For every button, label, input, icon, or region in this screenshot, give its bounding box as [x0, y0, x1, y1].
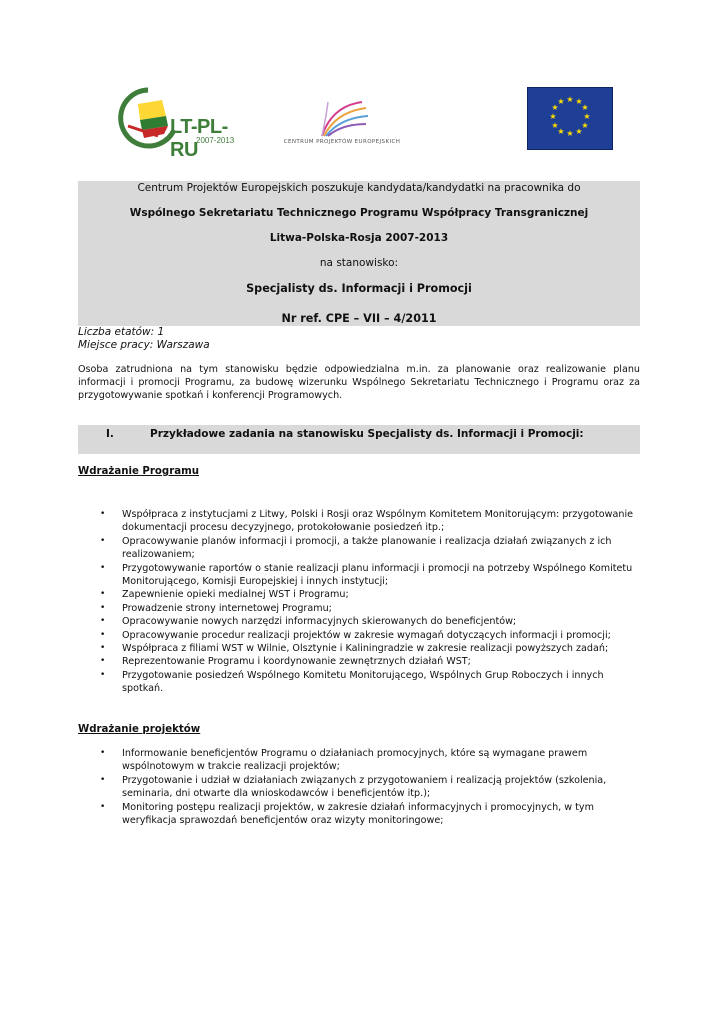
bullet-icon: • [100, 801, 106, 812]
svg-text:★: ★ [551, 103, 559, 112]
lt-pl-ru-logo [118, 86, 248, 161]
bullet-icon: • [100, 589, 106, 600]
work-location: Miejsce pracy: Warszawa [78, 339, 210, 351]
lt-pl-ru-logo-text: LT-PL-RU [170, 116, 228, 161]
header-position-label: na stanowisko: [319, 257, 399, 269]
bullet-icon: • [100, 643, 106, 654]
bullet-icon: • [100, 774, 106, 785]
section-heading-bar [78, 425, 640, 454]
header-block [78, 181, 640, 326]
project-tasks-list [78, 747, 640, 827]
bullet-icon: • [100, 656, 106, 667]
list-item: • Przygotowanie posiedzeń Wspólnego Komitetu Monitorującego, Wspólnych Grup Roboczych i innych spotkań. [100, 669, 604, 695]
section-number: I. [106, 428, 114, 440]
bullet-icon: • [100, 669, 106, 680]
bullet-icon: • [100, 602, 106, 613]
list-item: • Opracowywanie nowych narzędzi informacyjnych skierowanych do beneficjentów; [100, 616, 517, 628]
bullet-icon: • [100, 748, 106, 758]
program-tasks-list [78, 508, 640, 696]
lt-pl-ru-logo-years: 2007-2013 [196, 136, 235, 145]
svg-text:★: ★ [557, 127, 565, 136]
cpe-swirl-icon [282, 96, 402, 140]
header-secretariat: Wspólnego Sekretariatu Technicznego Programu Współpracy Transgranicznej [129, 207, 589, 219]
intro-paragraph: Osoba zatrudniona na tym stanowisku będzie odpowiedzialna m.in. za planowanie oraz realizowanie planu informacji i promocji Programu, za budowę wizerunku Wspólnego Sekretariatu Technicznego i Programu oraz za przygotowywanie spotkań i konferencji Programowych. [78, 364, 640, 401]
bullet-icon: • [100, 509, 106, 519]
svg-text:★: ★ [581, 121, 589, 130]
list-item: • Informowanie beneficjentów Programu o działaniach promocyjnych, które są wymagane prawem wspólnotowym w trakcie realizacji projektów; [100, 748, 588, 773]
eu-stars-icon [528, 88, 612, 149]
program-heading: Wdrażanie Programu [78, 466, 199, 477]
eu-flag-logo [527, 87, 613, 150]
header-position-title: Specjalisty ds. Informacji i Promocji [246, 282, 472, 295]
svg-text:★: ★ [583, 112, 591, 121]
bullet-icon: • [100, 562, 106, 573]
list-item: • Współpraca z instytucjami z Litwy, Polski i Rosji oraz Wspólnym Komitetem Monitorującym: przygotowanie dokumentacji procesu decyzyjnego, protokołowanie posiedzeń itp.; [100, 509, 634, 534]
bullet-icon: • [100, 535, 106, 546]
svg-text:★: ★ [566, 95, 574, 104]
svg-text:★: ★ [557, 97, 565, 106]
svg-text:★: ★ [549, 112, 557, 121]
list-item: • Zapewnienie opieki medialnej WST i Programu; [100, 589, 349, 601]
bullet-icon: • [100, 616, 106, 627]
header-programme: Litwa-Polska-Rosja 2007-2013 [269, 232, 449, 244]
svg-text:★: ★ [581, 103, 589, 112]
header-intro: Centrum Projektów Europejskich poszukuje kandydata/kandydatki na pracownika do [137, 182, 581, 194]
list-item: • Przygotowywanie raportów o stanie realizacji planu informacji i promocji na potrzeby Wspólnego Komitetu Monitorującego, Komisji Europejskiej i innych instytucji; [100, 562, 633, 588]
svg-text:★: ★ [566, 129, 574, 138]
list-item: • Współpraca z filiami WST w Wilnie, Olsztynie i Kaliningradzie w zakresie realizacji powyższych zadań; [100, 643, 609, 655]
positions-count: Liczba etatów: 1 [78, 326, 165, 338]
list-item: • Prowadzenie strony internetowej Programu; [100, 602, 332, 614]
list-item: • Reprezentowanie Programu i koordynowanie zewnętrznych działań WST; [100, 656, 471, 668]
list-item: • Opracowywanie planów informacji i promocji, a także planowanie i realizacja działań związanych z ich realizowaniem; [100, 535, 612, 561]
projects-heading: Wdrażanie projektów [78, 724, 201, 735]
list-item: • Monitoring postępu realizacji projektów, w zakresie działań informacyjnych i promocyjnych, w tym weryfikacja sprawozdań beneficjentów oraz wizyty monitoringowe; [100, 801, 594, 827]
cpe-logo-caption: CENTRUM PROJEKTÓW EUROPEJSKICH [283, 139, 401, 145]
header-reference: Nr ref. CPE – VII – 4/2011 [281, 312, 437, 325]
bullet-icon: • [100, 629, 106, 640]
section-title: Przykładowe zadania na stanowisku Specjalisty ds. Informacji i Promocji: [150, 428, 584, 440]
svg-text:★: ★ [575, 97, 583, 106]
cpe-logo [282, 96, 402, 150]
svg-text:★: ★ [575, 127, 583, 136]
list-item: • Opracowywanie procedur realizacji projektów w zakresie wymagań dotyczących informacji i promocji; [100, 629, 611, 641]
svg-text:★: ★ [551, 121, 559, 130]
list-item: • Przygotowanie i udział w działaniach związanych z przygotowaniem i realizacją projektów (szkolenia, seminaria, dni otwarte dla wnioskodawców i beneficjentów itp.); [100, 774, 607, 800]
